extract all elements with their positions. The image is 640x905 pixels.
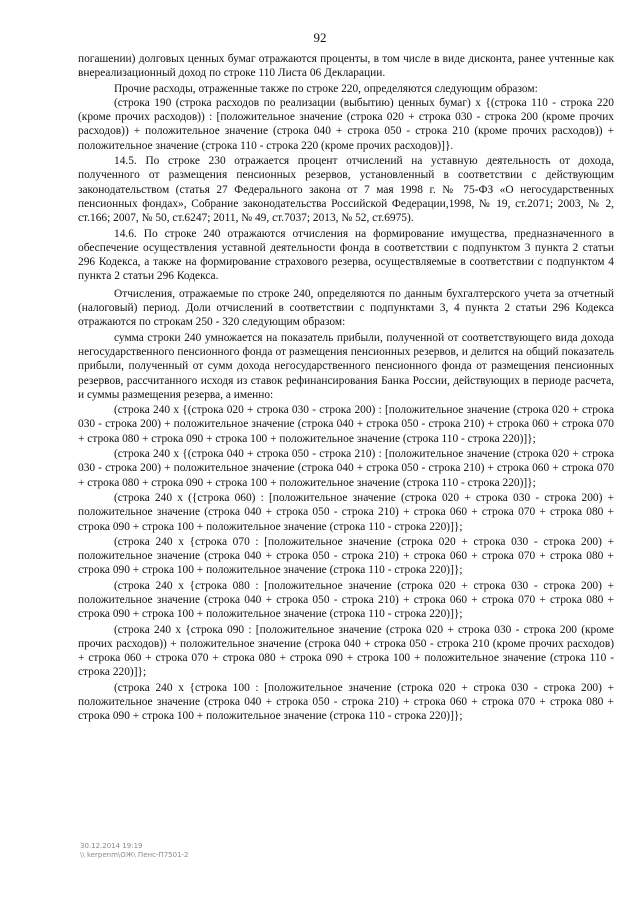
footer-timestamp: 30.12.2014 19:19 xyxy=(80,842,143,850)
formula-other-expenses: (строка 190 (строка расходов по реализации (выбытию) ценных бумаг) x {(строка 110 - строка 220 (кроме прочих расходов)) : [положительное значение (строка 020 + строка 030 - строка 200 (кроме прочих расходов)) + положительное значение (строка 040 + строка 050 - строка 210 (кроме прочих расходов)) + положительное значение (строка 110 - строка 220 (кроме прочих расходов)]}. xyxy=(78,96,614,152)
formula-line-280: (строка 240 x {строка 070 : [положительное значение (строка 020 + строка 030 - строка 200) + положительное значение (строка 040 + строка 050 - строка 210) + строка 060 + строка 070 + строка 080 + строка 090 + строка 100 + положительное значение (строка 110 - строка 220)]}; xyxy=(78,535,614,577)
formula-line-270: (строка 240 x ({строка 060) : [положительное значение (строка 020 + строка 030 - строка 200) + положительное значение (строка 040 + строка 050 - строка 210) + строка 060 + строка 070 + строка 080 + строка 090 + строка 100 + положительное значение (строка 110 - строка 220)]}; xyxy=(78,491,614,533)
paragraph-continuation: погашении) долговых ценных бумаг отражаются проценты, в том числе в виде дисконта, ранее учтенные как внереализационный доход по строке 110 Листа 06 Декларации. xyxy=(78,53,614,80)
footer-stamp xyxy=(80,842,189,860)
paragraph-calculation: сумма строки 240 умножается на показатель прибыли, полученной от соответствующего вида дохода негосударственного пенсионного фонда от размещения пенсионных резервов, и делится на общий показатель прибыли, полученный от сумм дохода негосударственного пенсионного фонда от размещения пенсионных резервов, рассчитанного исходя из ставок рефинансирования Банка России, действующих в периоде расчета, и суммы размещения резерва, а именно: xyxy=(78,331,614,401)
page-number: 92 xyxy=(313,30,327,45)
formula-line-260: (строка 240 x {(строка 040 + строка 050 - строка 210) : [положительное значение (строка 020 + строка 030 - строка 200) + положительное значение (строка 040 + строка 050 - строка 210) + строка 060 + строка 070 + строка 080 + строка 090 + строка 100 + положительное значение (строка 110 - строка 220)]}; xyxy=(78,448,614,489)
paragraph-14-5: 14.5. По строке 230 отражается процент отчислений на уставную деятельность от дохода, полученного от размещения пенсионных резервов, установленный в соответствии с действующим законодательством (статья 27 Федерального закона от 7 мая 1998 г. № 75-ФЗ «О негосударственных пенсионных фондах», Собрание законодательства Российской Федерации,1998, № 19, ст.2071; 2003, № 2, ст.166; 2007, № 50, ст.6247; 2011, № 49, ст.7037; 2013, № 52, ст.6975). xyxy=(78,155,614,225)
paragraph-deductions: Отчисления, отражаемые по строке 240, определяются по данным бухгалтерского учета за отчетный (налоговый) период. Доли отчислений в соответствии с подпунктами 3, 4 пункта 2 статьи 296 Кодекса отражаются по строкам 250 - 320 следующим образом: xyxy=(78,287,614,329)
formula-line-310: (строка 240 x {строка 100 : [положительное значение (строка 020 + строка 030 - строка 200) + положительное значение (строка 040 + строка 050 - строка 210) + строка 060 + строка 070 + строка 080 + строка 090 + строка 100 + положительное значение (строка 110 - строка 220)]}; xyxy=(78,681,614,723)
formula-line-290: (строка 240 x {строка 080 : [положительное значение (строка 020 + строка 030 - строка 200) + положительное значение (строка 040 + строка 050 - строка 210) + строка 060 + строка 070 + строка 080 + строка 090 + строка 100 + положительное значение (строка 110 - строка 220)]}; xyxy=(78,579,614,621)
paragraph-14-6: 14.6. По строке 240 отражаются отчисления на формирование имущества, предназначенного в обеспечение осуществления уставной деятельности фонда в соответствии с подпунктом 3 пункта 2 статьи 296 Кодекса, а также на формирование страхового резерва, осуществляемые в соответствии с подпунктом 4 пункта 2 статьи 296 Кодекса. xyxy=(78,227,614,283)
paragraph-other-expenses: Прочие расходы, отраженные также по строке 220, определяются следующим образом: xyxy=(114,82,538,95)
formula-line-300: (строка 240 x {строка 090 : [положительное значение (строка 020 + строка 030 - строка 200 (кроме прочих расходов)) + положительное значение (строка 040 + строка 050 - строка 210 (кроме прочих расходов) + строка 060 + строка 070 + строка 080 + строка 090 + строка 100 + положительное значение (строка 110 - строка 220)]}; xyxy=(78,623,614,679)
formula-line-250: (строка 240 x {(строка 020 + строка 030 - строка 200) : [положительное значение (строка 020 + строка 030 - строка 200) + положительное значение (строка 040 + строка 050 - строка 210) + строка 060 + строка 070 + строка 080 + строка 090 + строка 100 + положительное значение (строка 110 - строка 220)]}; xyxy=(78,404,614,445)
document-body xyxy=(78,52,614,724)
footer-file-path: \\ kerpenm\ОЖ\ Пенс-П7501-2 xyxy=(80,851,189,859)
